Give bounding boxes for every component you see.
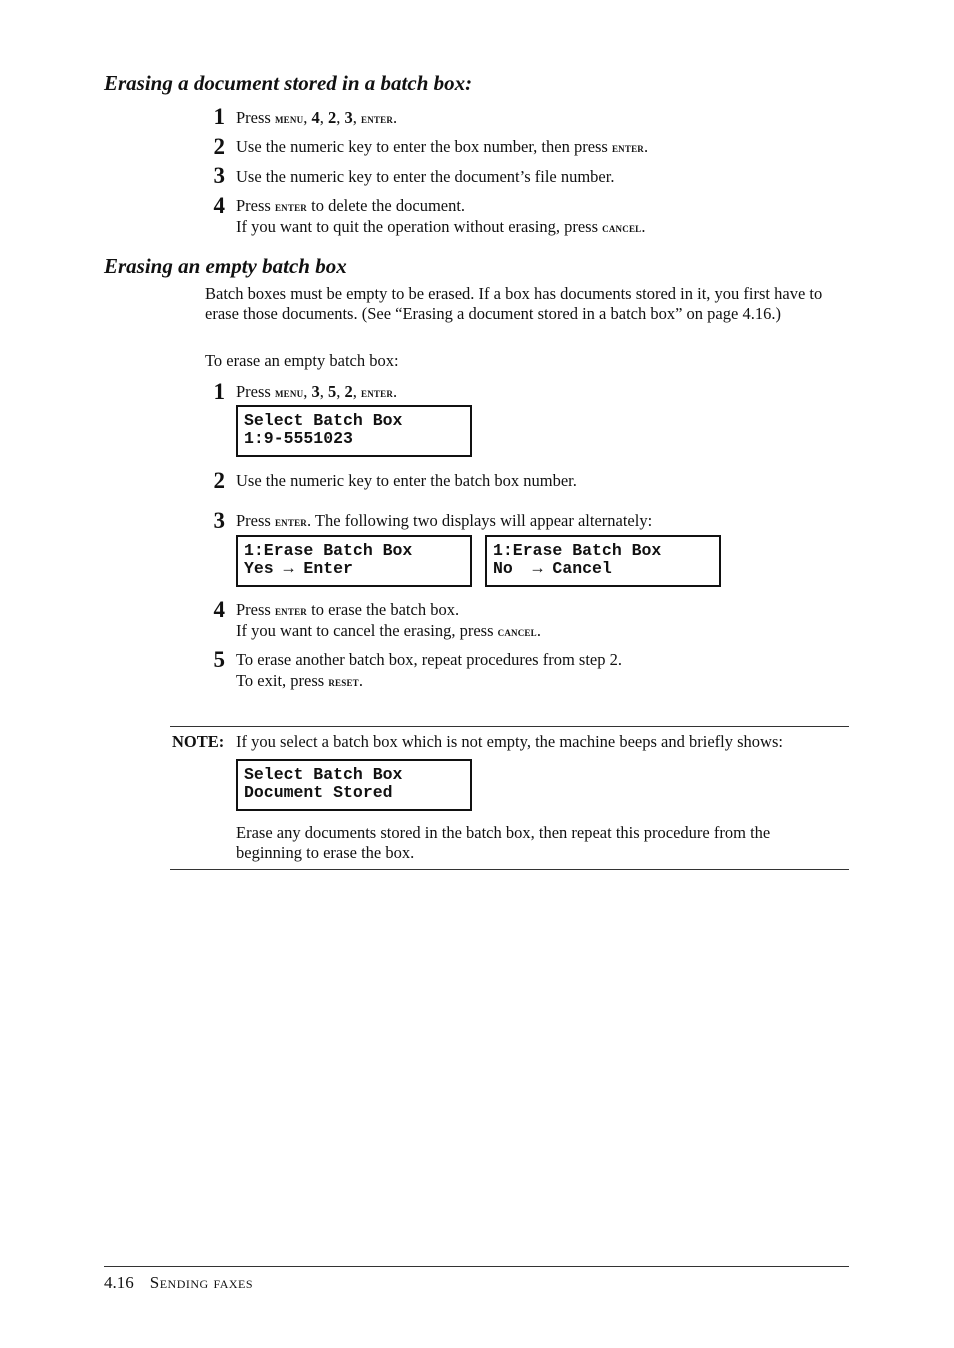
lcd-line: Yes → Enter <box>244 559 353 578</box>
step-text: Use the numeric key to enter the box number, then press enter. <box>236 137 649 156</box>
step-text: Press menu, 3, 5, 2, enter. <box>236 382 398 401</box>
note-text: If you select a batch box which is not empty, the machine beeps and briefly shows: <box>236 732 783 751</box>
key-reset: reset <box>328 674 359 689</box>
key-enter: enter <box>361 111 394 126</box>
lcd-line: 1:9-5551023 <box>244 429 353 448</box>
footer-rule <box>104 1266 849 1267</box>
lcd-display <box>236 405 472 457</box>
step-number: 4 <box>213 597 225 622</box>
arrow-right-icon: → <box>532 559 543 578</box>
key-cancel: cancel <box>602 220 642 235</box>
step-text: Use the numeric key to enter the batch box number. <box>236 471 577 490</box>
step-number: 2 <box>213 468 225 493</box>
lcd-line: 1:Erase Batch Box <box>244 541 413 560</box>
step-number: 1 <box>213 379 225 404</box>
lcd-line: 1:Erase Batch Box <box>493 541 662 560</box>
lcd-display-yes <box>236 535 472 587</box>
lcd-line: No → Cancel <box>493 559 612 578</box>
step-subtext: If you want to quit the operation without erasing, press cancel. <box>236 217 646 236</box>
section-heading-erase-document: Erasing a document stored in a batch box: <box>104 71 473 95</box>
arrow-right-icon: → <box>283 559 294 578</box>
section-heading-erase-empty-box: Erasing an empty batch box <box>104 254 347 278</box>
step-number: 3 <box>213 163 225 188</box>
key-cancel: cancel <box>497 624 537 639</box>
step-number: 4 <box>213 193 225 218</box>
step-number: 2 <box>213 134 225 159</box>
step-text: Use the numeric key to enter the document’s file number. <box>236 167 615 186</box>
step-subtext: To exit, press reset. <box>236 671 363 690</box>
step-text: Press enter. The following two displays will appear alternately: <box>236 511 653 530</box>
key-enter: enter <box>274 603 307 618</box>
key-enter: enter <box>361 385 394 400</box>
lcd-display-no <box>485 535 721 587</box>
key-enter: enter <box>274 199 307 214</box>
key-menu: menu <box>274 111 304 126</box>
step-text: Press menu, 4, 2, 3, enter. <box>236 108 398 127</box>
footer-section-title: Sending faxes <box>149 1273 254 1292</box>
intro-line: To erase an empty batch box: <box>205 351 399 370</box>
key-menu: menu <box>274 385 304 400</box>
note-bottom-rule <box>170 869 849 870</box>
step-number: 3 <box>213 508 225 533</box>
note-label: NOTE: <box>172 732 225 751</box>
note-after-text: Erase any documents stored in the batch box, then repeat this procedure from the beginning to erase the box. <box>236 823 771 862</box>
step-number: 1 <box>213 104 225 129</box>
step-text: To erase another batch box, repeat procedures from step 2. <box>236 650 622 669</box>
lcd-line: Document Stored <box>244 783 393 802</box>
step-number: 5 <box>213 647 225 672</box>
key-enter: enter <box>274 514 307 529</box>
lcd-line: Select Batch Box <box>244 765 403 784</box>
key-enter: enter <box>611 140 644 155</box>
lcd-line: Select Batch Box <box>244 411 403 430</box>
step-subtext: If you want to cancel the erasing, press cancel. <box>236 621 541 640</box>
note-top-rule <box>170 726 849 727</box>
page-number: 4.16 <box>104 1273 134 1292</box>
step-text: Press enter to delete the document. <box>236 196 466 215</box>
page-footer <box>104 1273 253 1293</box>
lcd-display <box>236 759 472 811</box>
intro-paragraph: Batch boxes must be empty to be erased. If a box has documents stored in it, you first have to erase those documents. (See “Erasing a document stored in a batch box” on page 4.16.) <box>205 284 823 323</box>
step-text: Press enter to erase the batch box. <box>236 600 460 619</box>
